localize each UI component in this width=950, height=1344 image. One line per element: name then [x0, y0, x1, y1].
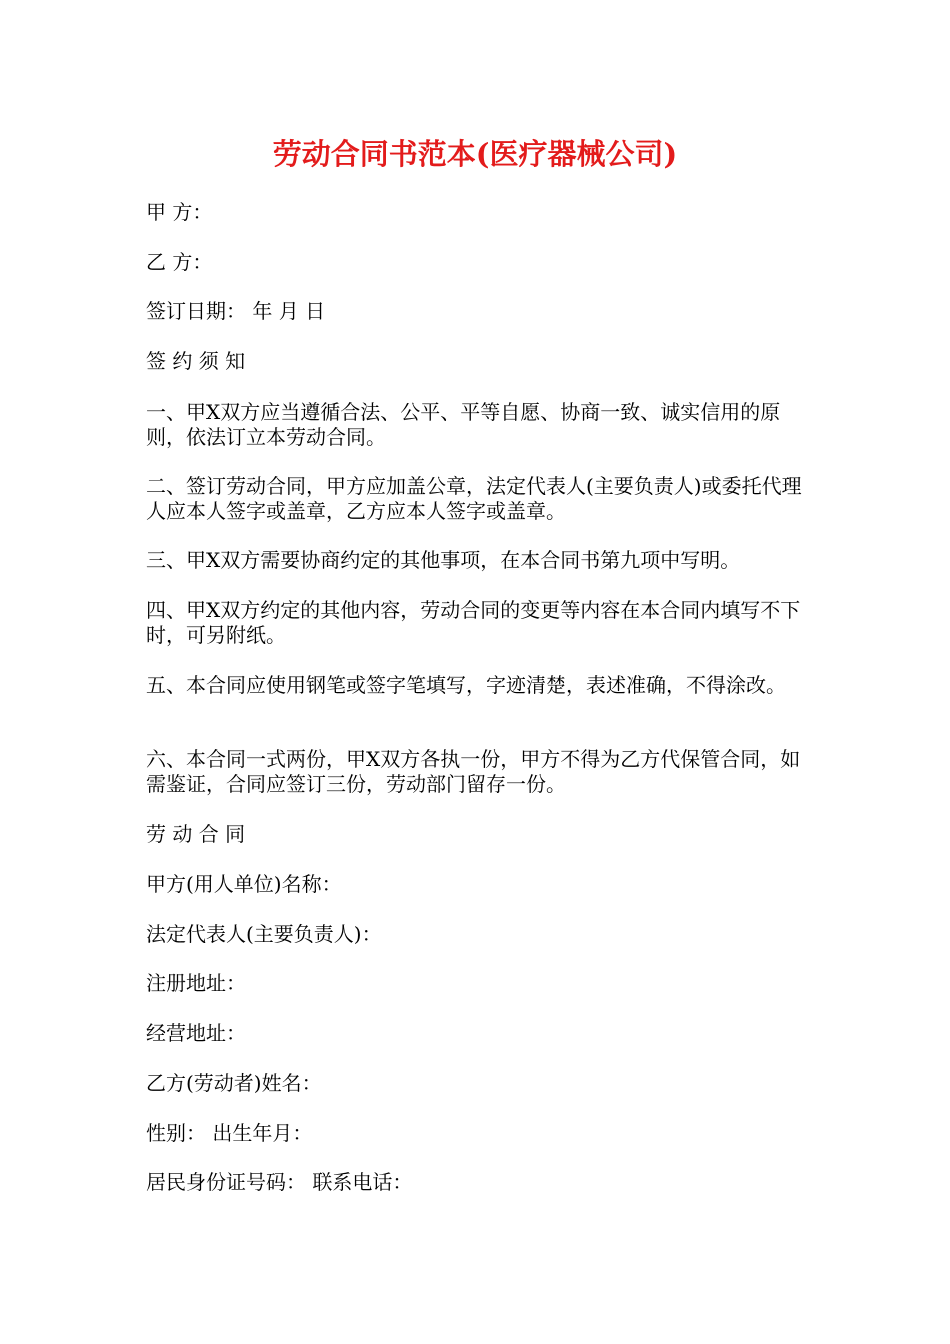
notice-item: 二、签订劳动合同，甲方应加盖公章，法定代表人(主要负责人)或委托代理人应本人签字或盖章，乙方应本人签字或盖章。	[146, 474, 802, 523]
sign-date-label: 签订日期： 年 月 日	[146, 299, 326, 323]
contract-heading: 劳 动 合 同	[146, 822, 246, 846]
party-a-label: 甲 方：	[146, 200, 213, 224]
business-address-field: 经营地址：	[146, 1021, 246, 1045]
notice-item: 三、甲X双方需要协商约定的其他事项，在本合同书第九项中写明。	[146, 548, 741, 572]
notice-item: 一、甲X双方应当遵循合法、公平、平等自愿、协商一致、诚实信用的原则，依法订立本劳动合同。	[146, 400, 781, 449]
legal-representative-field: 法定代表人(主要负责人)：	[146, 922, 382, 946]
notice-item: 四、甲X双方约定的其他内容，劳动合同的变更等内容在本合同内填写不下时，可另附纸。	[146, 598, 801, 647]
employer-name-field: 甲方(用人单位)名称：	[146, 872, 342, 896]
registered-address-field: 注册地址：	[146, 971, 246, 995]
notice-item: 五、本合同应使用钢笔或签字笔填写，字迹清楚，表述准确，不得涂改。	[146, 673, 786, 697]
notice-item: 六、本合同一式两份，甲X双方各执一份，甲方不得为乙方代保管合同，如需鉴证，合同应签订三份，劳动部门留存一份。	[146, 747, 801, 796]
document-title: 劳动合同书范本(医疗器械公司)	[272, 137, 678, 171]
notice-heading: 签 约 须 知	[146, 349, 246, 373]
id-phone-field: 居民身份证号码： 联系电话：	[146, 1170, 413, 1194]
gender-birth-field: 性别： 出生年月：	[146, 1121, 313, 1145]
party-b-label: 乙 方：	[146, 250, 213, 274]
employee-name-field: 乙方(劳动者)姓名：	[146, 1071, 322, 1095]
